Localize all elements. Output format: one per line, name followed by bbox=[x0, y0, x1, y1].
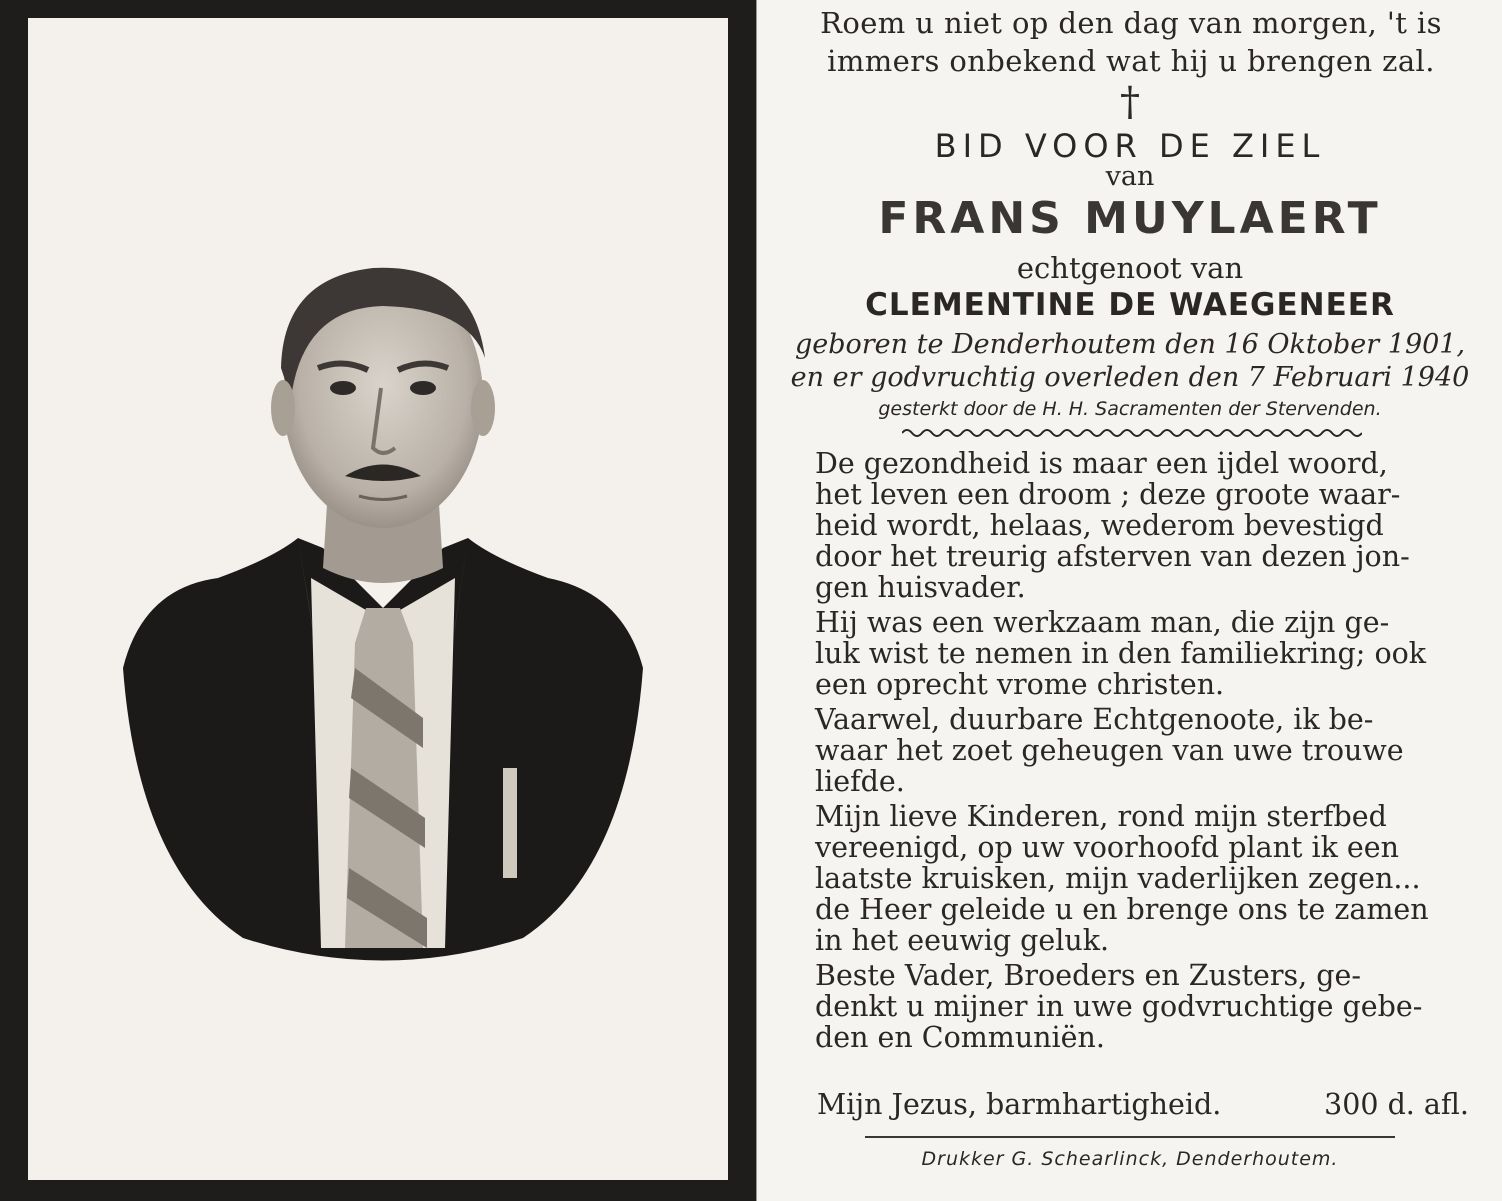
sacrament-line: gesterkt door de H. H. Sacramenten der Stervenden. bbox=[878, 398, 1382, 420]
body-line: de Heer geleide u en brenge ons te zamen bbox=[815, 893, 1429, 926]
motto-line: immers onbekend wat hij u brengen zal. bbox=[827, 44, 1435, 78]
memorial-body bbox=[815, 448, 1469, 1053]
body-line: het leven een droom ; deze groote waar- bbox=[815, 478, 1401, 511]
body-line: in het eeuwig geluk. bbox=[815, 924, 1110, 957]
motto bbox=[781, 4, 1481, 80]
body-line: luk wist te nemen in den familiekring; ook bbox=[815, 637, 1427, 670]
birth-death-dates bbox=[757, 328, 1502, 394]
van-label: van bbox=[1105, 161, 1155, 192]
paragraph bbox=[815, 960, 1469, 1053]
body-line: heid wordt, helaas, wederom bevestigd bbox=[815, 509, 1384, 542]
body-line: denkt u mijner in uwe godvruchtige gebe- bbox=[815, 990, 1423, 1023]
cross-icon: † bbox=[1120, 79, 1140, 125]
body-line: vereenigd, op uw voorhoofd plant ik een bbox=[815, 831, 1399, 864]
indulgence-text: 300 d. afl. bbox=[1324, 1088, 1469, 1121]
body-line: Hij was een werkzaam man, die zijn ge- bbox=[815, 606, 1390, 639]
portrait-photo bbox=[123, 248, 643, 968]
body-line: De gezondheid is maar een ijdel woord, bbox=[815, 447, 1388, 480]
spouse-label: echtgenoot van bbox=[1016, 251, 1244, 285]
paragraph bbox=[815, 448, 1469, 603]
prayer-text: Mijn Jezus, barmhartigheid. bbox=[817, 1088, 1222, 1121]
spouse-name: CLEMENTINE DE WAEGENEER bbox=[865, 287, 1395, 323]
heading: BID VOOR DE ZIEL bbox=[934, 127, 1326, 165]
paragraph bbox=[815, 801, 1469, 956]
body-line: door het treurig afsterven van dezen jon- bbox=[815, 540, 1410, 573]
born-line: geboren te Denderhoutem den 16 Oktober 1901, bbox=[794, 329, 1466, 360]
body-line: den en Communiën. bbox=[815, 1021, 1105, 1054]
wavy-divider bbox=[902, 426, 1362, 440]
deceased-name: FRANS MUYLAERT bbox=[878, 193, 1382, 244]
prayer-line bbox=[815, 1088, 1469, 1122]
body-line: een oprecht vrome christen. bbox=[815, 668, 1225, 701]
portrait-photo-icon bbox=[123, 248, 643, 968]
body-line: Beste Vader, Broeders en Zusters, ge- bbox=[815, 959, 1361, 992]
photo-paper bbox=[28, 18, 728, 1180]
memorial-text-card bbox=[756, 0, 1502, 1201]
died-line: en er godvruchtig overleden den 7 Februari 1940 bbox=[790, 362, 1470, 393]
printer-credit: Drukker G. Schearlinck, Denderhoutem. bbox=[921, 1148, 1339, 1170]
body-line: gen huisvader. bbox=[815, 571, 1026, 604]
body-line: liefde. bbox=[815, 765, 905, 798]
body-line: waar het zoet geheugen van uwe trouwe bbox=[815, 734, 1404, 767]
body-line: laatste kruisken, mijn vaderlijken zegen... bbox=[815, 862, 1421, 895]
paragraph bbox=[815, 607, 1469, 700]
paragraph bbox=[815, 704, 1469, 797]
motto-line: Roem u niet op den dag van morgen, 't is bbox=[820, 6, 1442, 40]
body-line: Mijn lieve Kinderen, rond mijn sterfbed bbox=[815, 800, 1387, 833]
body-line: Vaarwel, duurbare Echtgenoote, ik be- bbox=[815, 703, 1374, 736]
printer-divider bbox=[865, 1136, 1395, 1138]
